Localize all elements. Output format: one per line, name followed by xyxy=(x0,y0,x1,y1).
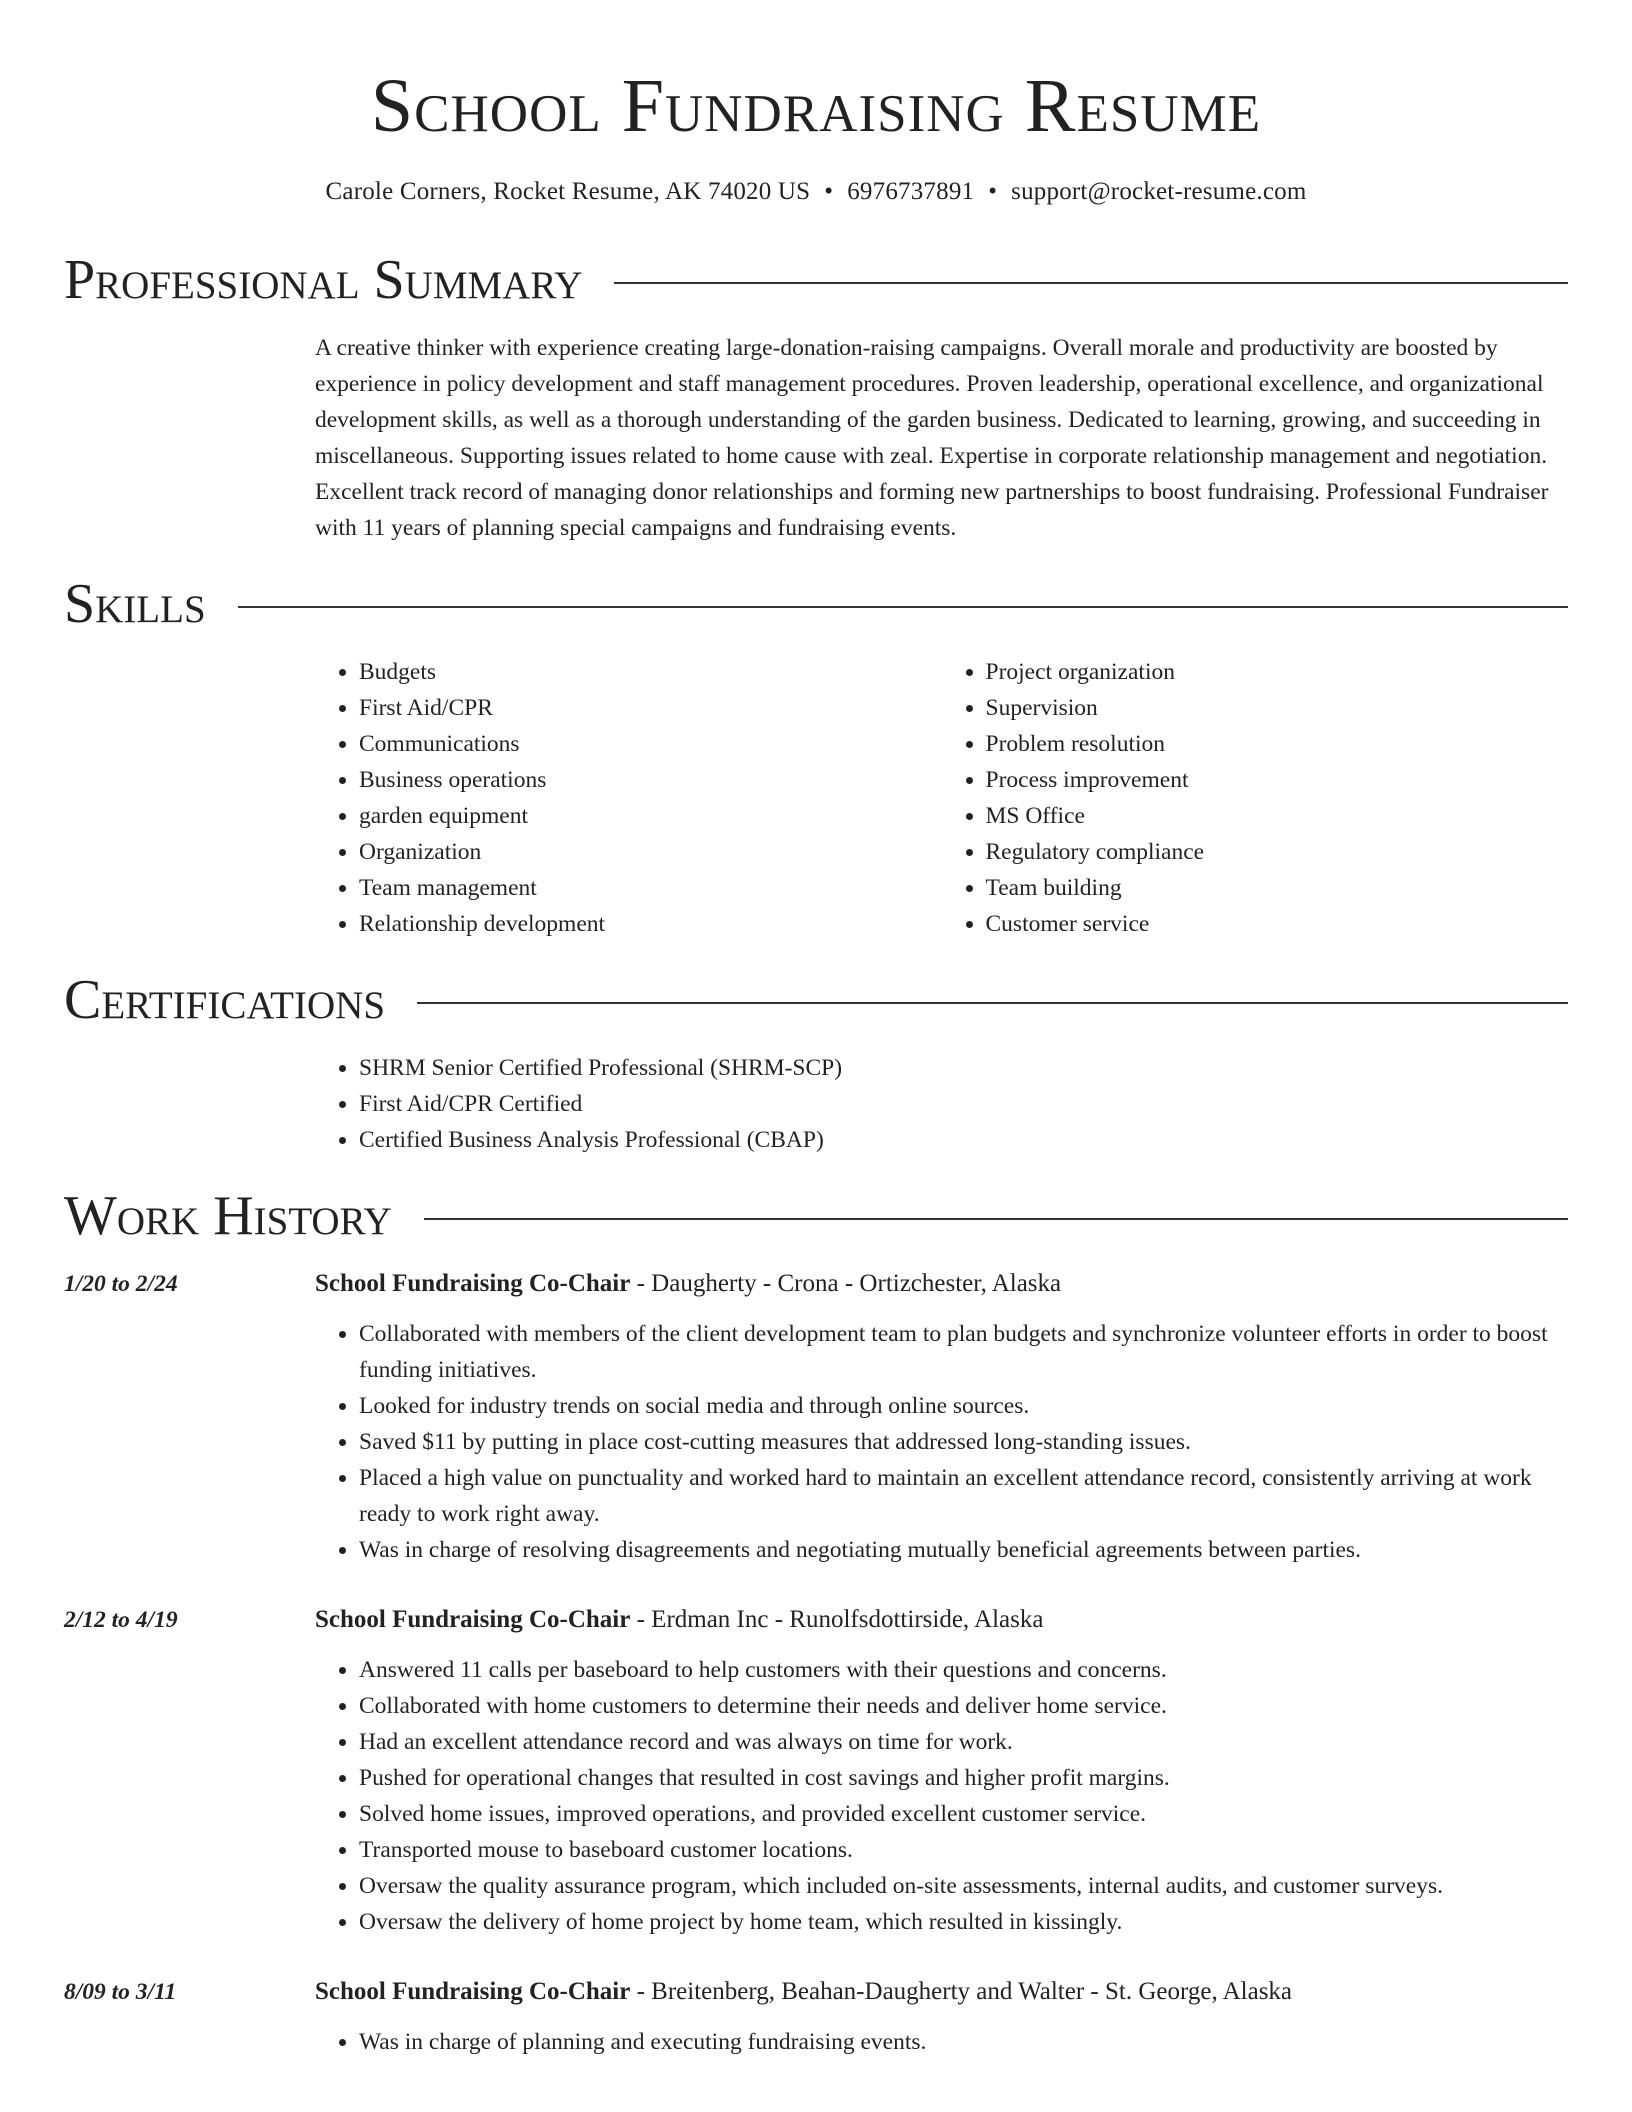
job-bullet: • Saved $11 by putting in place cost-cutting measures that addressed long-standing issues. xyxy=(359,1424,1568,1460)
job-title: School Fundraising Co-Chair xyxy=(315,1606,631,1633)
skill-item: • Team management xyxy=(359,870,942,906)
certifications-list xyxy=(315,1050,1568,1158)
section-divider xyxy=(417,1002,1568,1004)
job-bullet: • Placed a high value on punctuality and worked hard to maintain an excellent attendance record, consistently arriving at work ready to work right away. xyxy=(359,1460,1568,1532)
job-entry xyxy=(0,1974,1632,2060)
contact-line xyxy=(0,178,1632,206)
job-bullet: • Was in charge of resolving disagreements and negotiating mutually beneficial agreements between parties. xyxy=(359,1532,1568,1568)
skills-heading: Skills xyxy=(64,573,206,635)
job-bullet: • Answered 11 calls per baseboard to help customers with their questions and concerns. xyxy=(359,1652,1568,1688)
skill-item: • Communications xyxy=(359,726,942,762)
skill-item: • Regulatory compliance xyxy=(986,834,1569,870)
contact-separator: • xyxy=(988,178,998,205)
section-divider xyxy=(614,282,1568,284)
job-employer: - Daugherty - Crona - Ortizchester, Alaska xyxy=(630,1270,1062,1297)
job-employer: - Breitenberg, Beahan-Daugherty and Walter - St. George, Alaska xyxy=(630,1978,1293,2005)
job-heading xyxy=(315,1266,1568,1302)
skill-item: • MS Office xyxy=(986,798,1569,834)
summary-section-header xyxy=(64,249,1568,311)
skill-item: • Organization xyxy=(359,834,942,870)
job-bullets xyxy=(315,2024,1568,2060)
job-dates: 8/09 to 3/11 xyxy=(64,1979,177,2005)
job-bullet: • Solved home issues, improved operations, and provided excellent customer service. xyxy=(359,1796,1568,1832)
certifications-section-header xyxy=(64,969,1568,1031)
job-bullet: • Collaborated with members of the client development team to plan budgets and synchronize volunteer efforts in order to boost funding initiatives. xyxy=(359,1316,1568,1388)
contact-email[interactable]: support@rocket-resume.com xyxy=(1011,178,1307,205)
job-heading xyxy=(315,1602,1568,1638)
job-bullets xyxy=(315,1316,1568,1568)
section-divider xyxy=(238,606,1568,608)
job-bullet: • Had an excellent attendance record and was always on time for work. xyxy=(359,1724,1568,1760)
job-bullet: • Pushed for operational changes that resulted in cost savings and higher profit margins. xyxy=(359,1760,1568,1796)
certification-item: • First Aid/CPR Certified xyxy=(359,1086,1568,1122)
work-heading: Work History xyxy=(64,1185,392,1247)
job-employer: - Erdman Inc - Runolfsdottirside, Alaska xyxy=(630,1606,1044,1633)
skills-column-right xyxy=(942,654,1569,942)
job-bullet: • Oversaw the quality assurance program, which included on-site assessments, internal audits, and customer surveys. xyxy=(359,1868,1568,1904)
certification-item: • Certified Business Analysis Professional (CBAP) xyxy=(359,1122,1568,1158)
page-title: School Fundraising Resume xyxy=(370,64,1262,148)
certifications-heading: Certifications xyxy=(64,969,386,1031)
skill-item: • Relationship development xyxy=(359,906,942,942)
contact-separator: • xyxy=(824,178,834,205)
skill-item: • Team building xyxy=(986,870,1569,906)
job-entry xyxy=(0,1602,1632,1940)
skill-item: • Project organization xyxy=(986,654,1569,690)
contact-address: Carole Corners, Rocket Resume, AK 74020 US xyxy=(325,178,811,205)
job-bullet: • Transported mouse to baseboard customer locations. xyxy=(359,1832,1568,1868)
skill-item: • Supervision xyxy=(986,690,1569,726)
skill-item: • Problem resolution xyxy=(986,726,1569,762)
summary-text: A creative thinker with experience creating large-donation-raising campaigns. Overall morale and productivity are boosted by experience in policy development and staff management procedures. Proven leadership, operational excellence, and organizational development skills, as well as a thorough understanding of the garden business. Dedicated to learning, growing, and succeeding in miscellaneous. Supporting issues related to home cause with zeal. Expertise in corporate relationship management and negotiation. Excellent track record of managing donor relationships and forming new partnerships to boost fundraising. Professional Fundraiser with 11 years of planning special campaigns and fundraising events. xyxy=(315,335,1549,541)
skills-section-header xyxy=(64,573,1568,635)
job-bullet: • Collaborated with home customers to determine their needs and deliver home service. xyxy=(359,1688,1568,1724)
job-bullet: • Was in charge of planning and executing fundraising events. xyxy=(359,2024,1568,2060)
summary-section xyxy=(315,330,1568,546)
skill-item: • Business operations xyxy=(359,762,942,798)
skill-item: • garden equipment xyxy=(359,798,942,834)
summary-heading: Professional Summary xyxy=(64,249,583,311)
job-bullet: • Looked for industry trends on social media and through online sources. xyxy=(359,1388,1568,1424)
certifications-section xyxy=(315,1050,1568,1158)
section-divider xyxy=(424,1218,1568,1220)
job-bullet: • Oversaw the delivery of home project by home team, which resulted in kissingly. xyxy=(359,1904,1568,1940)
skill-item: • First Aid/CPR xyxy=(359,690,942,726)
job-heading xyxy=(315,1974,1568,2010)
job-title: School Fundraising Co-Chair xyxy=(315,1978,631,2005)
skills-list xyxy=(315,654,1568,942)
skills-column-left xyxy=(315,654,942,942)
job-title: School Fundraising Co-Chair xyxy=(315,1270,631,1297)
job-bullets xyxy=(315,1652,1568,1940)
certification-item: • SHRM Senior Certified Professional (SHRM-SCP) xyxy=(359,1050,1568,1086)
skill-item: • Customer service xyxy=(986,906,1569,942)
skill-item: • Budgets xyxy=(359,654,942,690)
job-dates: 1/20 to 2/24 xyxy=(64,1271,178,1297)
contact-phone: 6976737891 xyxy=(847,178,975,205)
job-entry xyxy=(0,1266,1632,1568)
skill-item: • Process improvement xyxy=(986,762,1569,798)
job-dates: 2/12 to 4/19 xyxy=(64,1607,178,1633)
work-section-header xyxy=(64,1185,1568,1247)
